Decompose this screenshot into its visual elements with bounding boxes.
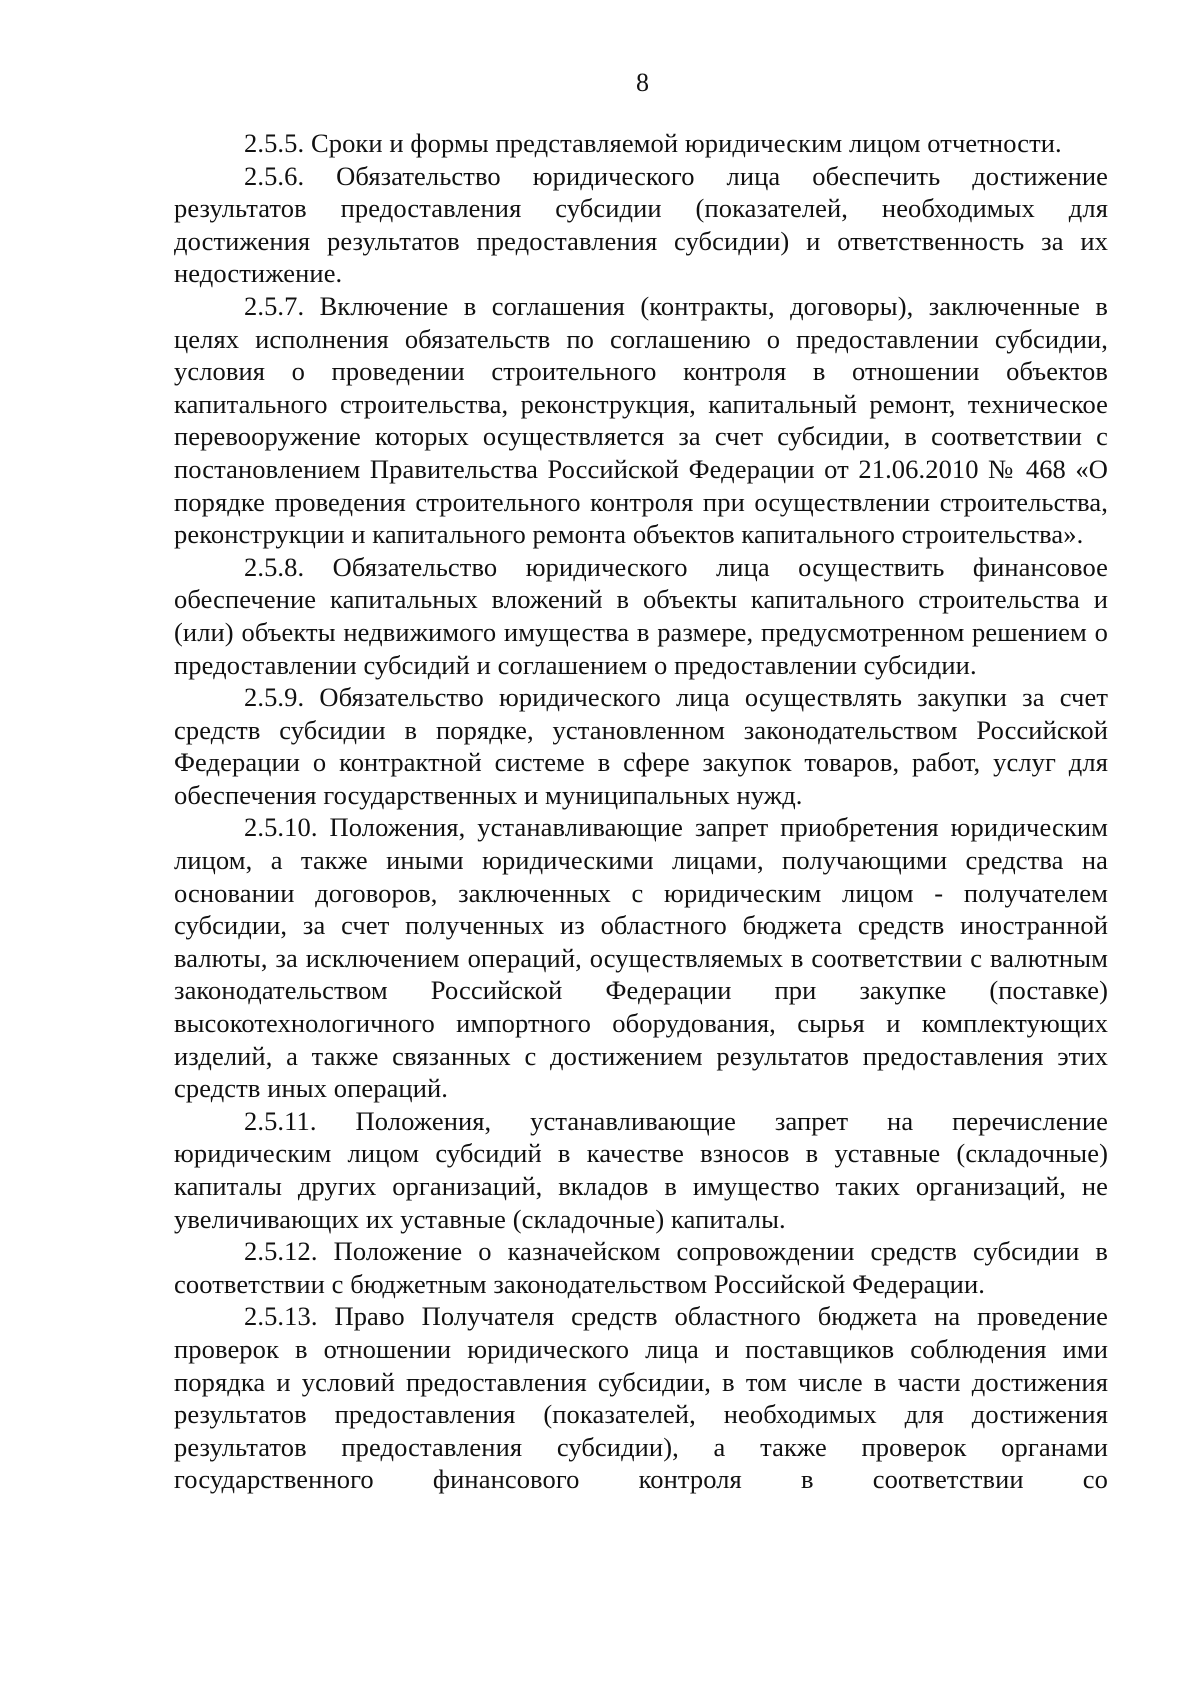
paragraph-2-5-10: 2.5.10. Положения, устанавливающие запрет приобретения юридическим лицом, а также иными юридическими лицами, получающими средства на основании договоров, заключенных с юридическим лицом - получателем субсидии, за счет полученных из областного бюджета средств иностранной валюты, за исключением операций, осуществляемых в соответствии с валютным законодательством Российской Федерации при закупке (поставке) высокотехнологичного импортного оборудования, сырья и комплектующих изделий, а также связанных с достижением результатов предоставления этих средств иных операций. <box>174 812 1108 1104</box>
paragraph-2-5-8: 2.5.8. Обязательство юридического лица осуществить финансовое обеспечение капитальных вложений в объекты капитального строительства и (или) объекты недвижимого имущества в размере, предусмотренном решением о предоставлении субсидий и соглашением о предоставлении субсидии. <box>174 551 1108 680</box>
paragraph-2-5-6: 2.5.6. Обязательство юридического лица обеспечить достижение результатов предоставления субсидии (показателей, необходимых для достижения результатов предоставления субсидии) и ответственность за их недостижение. <box>174 160 1108 289</box>
paragraph-2-5-5: 2.5.5. Сроки и формы представляемой юридическим лицом отчетности. <box>244 128 1062 158</box>
paragraph-2-5-13: 2.5.13. Право Получателя средств областного бюджета на проведение проверок в отношении юридического лица и поставщиков соблюдения ими порядка и условий предоставления субсидии, в том числе в части достижения результатов предоставления (показателей, необходимых для достижения результатов предоставления субсидии), а также проверок органами государственного финансового контроля в соответствии со <box>174 1301 1108 1495</box>
page-number: 8 <box>636 68 649 97</box>
paragraph-2-5-12: 2.5.12. Положение о казначейском сопровождении средств субсидии в соответствии с бюджетным законодательством Российской Федерации. <box>174 1236 1108 1299</box>
paragraph-2-5-9: 2.5.9. Обязательство юридического лица осуществлять закупки за счет средств субсидии в порядке, установленном законодательством Российской Федерации о контрактной системе в сфере закупок товаров, работ, услуг для обеспечения государственных и муниципальных нужд. <box>174 682 1108 810</box>
paragraph-2-5-11: 2.5.11. Положения, устанавливающие запрет на перечисление юридическим лицом субсидий в качестве взносов в уставные (складочные) капиталы других организаций, вкладов в имущество таких организаций, не увеличивающих их уставные (складочные) капиталы. <box>174 1105 1108 1234</box>
paragraph-2-5-7: 2.5.7. Включение в соглашения (контракты, договоры), заключенные в целях исполнения обязательств по соглашению о предоставлении субсидии, условия о проведении строительного контроля в отношении объектов капитального строительства, реконструкция, капитальный ремонт, техническое перевооружение которых осуществляется за счет субсидии, в соответствии с постановлением Правительства Российской Федерации от 21.06.2010 № 468 «О порядке проведения строительного контроля при осуществлении строительства, реконструкции и капитального ремонта объектов капитального строительства». <box>174 290 1108 550</box>
document-body <box>174 127 1108 1496</box>
